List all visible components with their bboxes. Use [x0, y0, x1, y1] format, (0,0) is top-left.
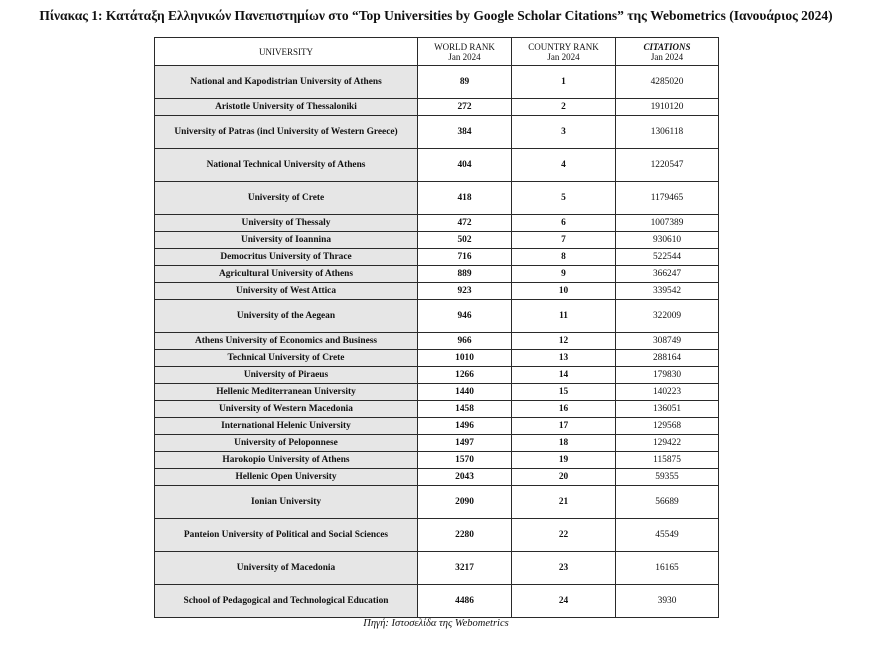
university-name-cell: International Helenic University [155, 418, 418, 435]
citations-cell: 4285020 [616, 66, 719, 99]
university-name-cell: University of Macedonia [155, 552, 418, 585]
table-row [155, 182, 719, 215]
header-world-rank [418, 38, 512, 66]
table-row [155, 283, 719, 300]
table-row [155, 300, 719, 333]
citations-cell: 366247 [616, 266, 719, 283]
university-name-cell: School of Pedagogical and Technological Education [155, 585, 418, 618]
citations-cell: 1910120 [616, 99, 719, 116]
university-name-cell: University of Crete [155, 182, 418, 215]
world-rank-cell: 272 [418, 99, 512, 116]
world-rank-cell: 1497 [418, 435, 512, 452]
country-rank-cell: 12 [512, 333, 616, 350]
table-row [155, 435, 719, 452]
world-rank-cell: 502 [418, 232, 512, 249]
country-rank-cell: 7 [512, 232, 616, 249]
world-rank-cell: 923 [418, 283, 512, 300]
world-rank-cell: 384 [418, 116, 512, 149]
table-row [155, 232, 719, 249]
table-row [155, 66, 719, 99]
world-rank-cell: 1010 [418, 350, 512, 367]
source-note: Πηγή: Ιστοσελίδα της Webometrics [363, 618, 509, 629]
citations-cell: 140223 [616, 384, 719, 401]
country-rank-cell: 22 [512, 519, 616, 552]
citations-cell: 1306118 [616, 116, 719, 149]
university-name-cell: Democritus University of Thrace [155, 249, 418, 266]
country-rank-cell: 14 [512, 367, 616, 384]
university-name-cell: Hellenic Open University [155, 469, 418, 486]
country-rank-cell: 1 [512, 66, 616, 99]
header-university-label: UNIVERSITY [259, 46, 313, 57]
world-rank-cell: 2280 [418, 519, 512, 552]
world-rank-cell: 946 [418, 300, 512, 333]
header-country-rank-label: COUNTRY RANK [528, 41, 599, 52]
university-name-cell: University of Ioannina [155, 232, 418, 249]
table-row [155, 350, 719, 367]
university-name-cell: Aristotle University of Thessaloniki [155, 99, 418, 116]
table-row [155, 215, 719, 232]
university-name-cell: Athens University of Economics and Business [155, 333, 418, 350]
country-rank-cell: 3 [512, 116, 616, 149]
university-name-cell: University of the Aegean [155, 300, 418, 333]
table-row [155, 519, 719, 552]
country-rank-cell: 21 [512, 486, 616, 519]
country-rank-cell: 15 [512, 384, 616, 401]
world-rank-cell: 1458 [418, 401, 512, 418]
world-rank-cell: 1496 [418, 418, 512, 435]
country-rank-cell: 19 [512, 452, 616, 469]
citations-cell: 322009 [616, 300, 719, 333]
table-row [155, 249, 719, 266]
universities-table [154, 37, 719, 618]
citations-cell: 16165 [616, 552, 719, 585]
citations-cell: 179830 [616, 367, 719, 384]
citations-cell: 59355 [616, 469, 719, 486]
header-citations [616, 38, 719, 66]
citations-cell: 45549 [616, 519, 719, 552]
table-row [155, 469, 719, 486]
country-rank-cell: 4 [512, 149, 616, 182]
citations-cell: 1007389 [616, 215, 719, 232]
world-rank-cell: 889 [418, 266, 512, 283]
citations-cell: 136051 [616, 401, 719, 418]
table-row [155, 452, 719, 469]
header-citations-date: Jan 2024 [650, 51, 684, 62]
university-name-cell: University of Piraeus [155, 367, 418, 384]
table-row [155, 486, 719, 519]
table-row [155, 585, 719, 618]
header-world-rank-label: WORLD RANK [434, 41, 495, 52]
world-rank-cell: 716 [418, 249, 512, 266]
country-rank-cell: 8 [512, 249, 616, 266]
world-rank-cell: 3217 [418, 552, 512, 585]
world-rank-cell: 1570 [418, 452, 512, 469]
country-rank-cell: 18 [512, 435, 616, 452]
citations-cell: 522544 [616, 249, 719, 266]
world-rank-cell: 1440 [418, 384, 512, 401]
university-name-cell: Harokopio University of Athens [155, 452, 418, 469]
country-rank-cell: 2 [512, 99, 616, 116]
world-rank-cell: 404 [418, 149, 512, 182]
world-rank-cell: 418 [418, 182, 512, 215]
table-row [155, 266, 719, 283]
world-rank-cell: 966 [418, 333, 512, 350]
citations-cell: 930610 [616, 232, 719, 249]
citations-cell: 129568 [616, 418, 719, 435]
citations-cell: 3930 [616, 585, 719, 618]
country-rank-cell: 24 [512, 585, 616, 618]
country-rank-cell: 20 [512, 469, 616, 486]
table-row [155, 401, 719, 418]
table-row [155, 367, 719, 384]
table-row [155, 552, 719, 585]
university-name-cell: University of Western Macedonia [155, 401, 418, 418]
country-rank-cell: 6 [512, 215, 616, 232]
university-name-cell: University of West Attica [155, 283, 418, 300]
university-name-cell: Ionian University [155, 486, 418, 519]
country-rank-cell: 23 [512, 552, 616, 585]
world-rank-cell: 89 [418, 66, 512, 99]
header-world-rank-date: Jan 2024 [448, 51, 481, 62]
citations-cell: 339542 [616, 283, 719, 300]
world-rank-cell: 472 [418, 215, 512, 232]
table-row [155, 384, 719, 401]
university-name-cell: National Technical University of Athens [155, 149, 418, 182]
country-rank-cell: 17 [512, 418, 616, 435]
country-rank-cell: 13 [512, 350, 616, 367]
world-rank-cell: 4486 [418, 585, 512, 618]
university-name-cell: University of Patras (incl University of Western Greece) [155, 116, 418, 149]
citations-cell: 288164 [616, 350, 719, 367]
country-rank-cell: 16 [512, 401, 616, 418]
citations-cell: 308749 [616, 333, 719, 350]
header-country-rank-date: Jan 2024 [547, 51, 580, 62]
world-rank-cell: 2043 [418, 469, 512, 486]
country-rank-cell: 9 [512, 266, 616, 283]
table-title: Πίνακας 1: Κατάταξη Ελληνικών Πανεπιστημίων στο “Top Universities by Google Scholar Citations” της Webometrics (Ιανουάριος 2024) [39, 8, 833, 23]
university-name-cell: Panteion University of Political and Social Sciences [155, 519, 418, 552]
table-row [155, 149, 719, 182]
university-name-cell: Agricultural University of Athens [155, 266, 418, 283]
table-row [155, 99, 719, 116]
country-rank-cell: 10 [512, 283, 616, 300]
table-row [155, 333, 719, 350]
citations-cell: 56689 [616, 486, 719, 519]
header-citations-label: CITATIONS [643, 41, 691, 52]
country-rank-cell: 5 [512, 182, 616, 215]
header-country-rank [512, 38, 616, 66]
university-name-cell: National and Kapodistrian University of Athens [155, 66, 418, 99]
university-name-cell: University of Peloponnese [155, 435, 418, 452]
world-rank-cell: 1266 [418, 367, 512, 384]
table-body [155, 66, 719, 618]
citations-cell: 1220547 [616, 149, 719, 182]
university-name-cell: University of Thessaly [155, 215, 418, 232]
header-row [155, 38, 719, 66]
citations-cell: 115875 [616, 452, 719, 469]
citations-cell: 1179465 [616, 182, 719, 215]
table-row [155, 418, 719, 435]
country-rank-cell: 11 [512, 300, 616, 333]
header-university [155, 38, 418, 66]
citations-cell: 129422 [616, 435, 719, 452]
university-name-cell: Technical University of Crete [155, 350, 418, 367]
table-row [155, 116, 719, 149]
world-rank-cell: 2090 [418, 486, 512, 519]
university-name-cell: Hellenic Mediterranean University [155, 384, 418, 401]
